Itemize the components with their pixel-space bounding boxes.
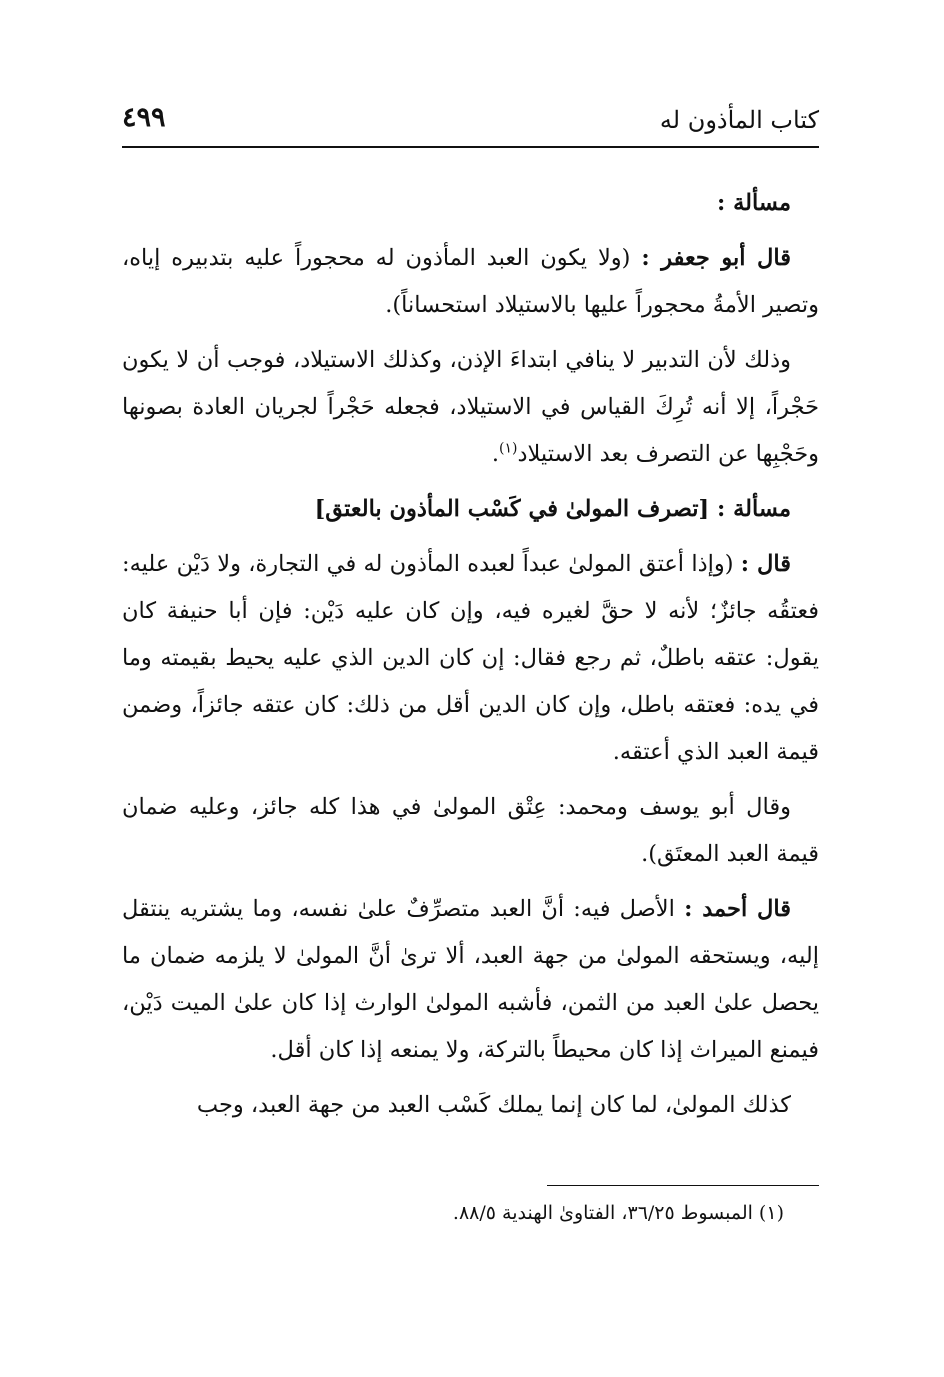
- speaker-label: قال أحمد :: [684, 896, 791, 922]
- paragraph-8: [122, 1082, 819, 1129]
- footnote-ref[interactable]: (١): [499, 440, 518, 457]
- running-title: كتاب المأذون له: [659, 106, 819, 134]
- paragraph-text: الأصل فيه: أنَّ العبد متصرِّفٌ علىٰ نفسه، وما يشتريه ينتقل إليه، ويستحقه المولىٰ من جهة العبد، ألا ترىٰ أنَّ المولىٰ لا يلزمه ضمان ما يحصل علىٰ العبد من الثمن، فأشبه المولىٰ الوارث إذا كان علىٰ الميت دَيْن، فيمنع الميراث إذا كان محيطاً بالتركة، ولا يمنعه إذا كان أقل.: [122, 896, 819, 1063]
- paragraph-text: (وإذا أعتق المولىٰ عبداً لعبده المأذون له في التجارة، ولا دَيْن عليه: فعتقُه جائزٌ؛ لأنه لا حقَّ لغيره فيه، وإن كان عليه دَيْن: فإن أبا حنيفة كان يقول: عتقه باطلٌ، ثم رجع فقال: إن كان الدين الذي عليه يحيط بقيمته وما في يده: فعتقه باطل، وإن كان الدين أقل من ذلك: كان عتقه جائزاً، وضمن قيمة العبد الذي أعتقه.: [122, 551, 819, 765]
- paragraph-7: [122, 886, 819, 1074]
- footnote-divider: [547, 1185, 819, 1186]
- paragraph-1: [122, 180, 819, 227]
- paragraph-2: [122, 235, 819, 329]
- paragraph-text: كذلك المولىٰ، لما كان إنما يملك كَسْب العبد من جهة العبد، وجب: [196, 1092, 791, 1118]
- paragraph-text: وقال أبو يوسف ومحمد: عِتْق المولىٰ في هذا كله جائز، وعليه ضمان قيمة العبد المعتَق).: [122, 794, 819, 867]
- page-number: ٤٩٩: [122, 102, 166, 133]
- paragraph-5: [122, 541, 819, 776]
- speaker-label: قال :: [740, 551, 791, 577]
- footnote: (١) المبسوط ٣٦/٢٥، الفتاوىٰ الهندية ٨٨/٥.: [452, 1202, 784, 1224]
- page-header: [122, 100, 819, 148]
- paragraph-4: [122, 486, 819, 533]
- main-text: [122, 180, 819, 1137]
- paragraph-3: [122, 337, 819, 478]
- paragraph-text-end: .: [491, 441, 500, 467]
- paragraph-text: وذلك لأن التدبير لا ينافي ابتداءَ الإذن، وكذلك الاستيلاد، فوجب أن لا يكون حَجْراً، إلا أنه تُرِكَ القياس في الاستيلاد، فجعله حَجْراً لجريان العادة بصونها وحَجْبِها عن التصرف بعد الاستيلاد: [122, 347, 819, 467]
- speaker-label: قال أبو جعفر :: [641, 245, 791, 271]
- section-label: مسألة : [تصرف المولىٰ في كَسْب المأذون بالعتق]: [314, 496, 791, 522]
- paragraph-text: (ولا يكون العبد المأذون له محجوراً عليه بتدبيره إياه، وتصير الأمةُ محجوراً عليها بالاستيلاد استحساناً).: [122, 245, 819, 318]
- section-label: مسألة :: [716, 190, 791, 216]
- paragraph-6: [122, 784, 819, 878]
